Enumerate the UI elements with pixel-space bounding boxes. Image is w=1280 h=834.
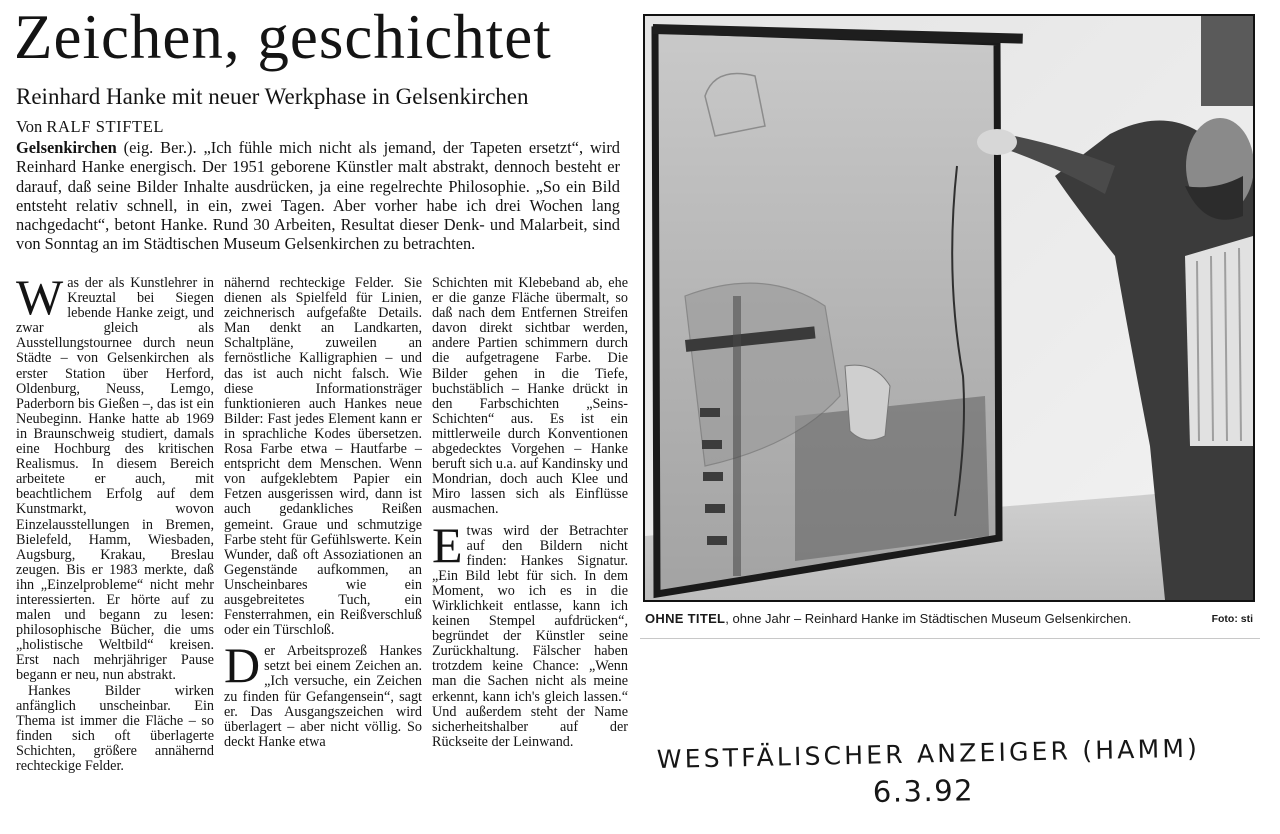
painting-stripe [733,296,741,576]
byline-prefix: Von [16,117,43,136]
byline [16,117,164,137]
painting-shape-3 [845,365,890,440]
text-column-3 [432,276,628,821]
drop-cap-e: E [432,516,463,573]
person-shirt [1185,236,1253,446]
photo-credit: Foto: sti [1211,613,1253,625]
text-column-2 [224,276,422,821]
column-2-paragraph-2 [224,637,422,750]
text-column-1 [16,276,214,821]
handwriting-svg [655,724,1255,824]
column-3-text-2: twas wird der Betrachter auf den Bildern nicht finden: Hankes Signatur. „Ein Bild lebt für sich. In dem Moment, wo ich es in die Wirklichkeit entlasse, kann ich keinen Stempel aufdrücken“, begründet der Künstler seine Zurückhaltung. Fälscher haben trotzdem keine Chance: „Wenn man die Sachen nicht als meine erkennt, kann ich's gleich lassen.“ Und außerdem steht der Name sicherheitshalber auf der Rückseite der Leinwand. [432,522,628,750]
person-hand [977,129,1017,155]
caption-title: OHNE TITEL [645,611,726,626]
photo-illustration [645,16,1253,600]
newspaper-article [12,0,628,834]
subheadline: Reinhard Hanke mit neuer Werkphase in Gelsenkirchen [16,84,529,109]
column-2-paragraph-1: nähernd rechteckige Felder. Sie dienen als Spielfeld für Linien, zeichnerisch aufgefaßte Details. Man denkt an Landkarten, Schaltpläne, zuweilen an fernöstliche Kalligraphien – und das ist auch nicht falsch. Wie diese Informationsträger funktionieren auch Hankes neue Bilder: Fast jedes Element kann er in sprachliche Kodes übersetzen. Rosa Farbe etwa – Hautfarbe – entspricht dem Menschen. Wenn von aufgeklebtem Papier ein Fetzen ausgerissen wird, dann ist auch gedankliches Reißen gemeint. Graue und schmutzige Farbe steht für Gefühlswerte. Kein Wunder, daß oft Assoziationen an Gegenstände aufkommen, an Unscheinbares wie ein ausgebreitetes Tuch, ein Fensterrahmen, ein Reißverschluß oder ein Türschloß. [224,276,422,639]
drop-cap-w: W [16,276,64,325]
lead-paragraph [16,138,620,254]
handwritten-date: 6.3.92 [872,773,975,809]
column-1-paragraph-1 [16,276,214,684]
photo-caption [645,611,1253,626]
column-2-text-2: er Arbeitsprozeß Hankes setzt bei einem Zeichen an. „Ich versuche, ein Zeichen zu finden für Gefangensein“, sagt er. Das Ausgangszeichen wird überlagert – aber nicht völlig. So deckt Hanke etwa [224,643,422,750]
wall-corner [1201,16,1253,106]
handwritten-annotation [655,724,1255,824]
dateline: Gelsenkirchen [16,138,117,157]
column-1-text-1: as der als Kunstlehrer in Kreuztal bei Siegen lebende Hanke zeigt, und zwar gleich als Ausstellungstournee durch neun Städte – von Gelsenkirchen als erster Station über Herford, Oldenburg, Neuss, Lemgo, Paderborn bis Gießen –, das ist ein Neubeginn. Hanke hatte ab 1969 in Braunschweig studiert, damals eine Hochburg des kritischen Realismus. In diesem Bereich arbeitete er auch, mit beachtlichem Erfolg auf dem Kunstmarkt, wovon Einzelausstellungen in Bremen, Bielefeld, Hamm, Wiesbaden, Augsburg, Krakau, Breslau zeugen. Bis er 1983 merkte, daß ihn „Einzelprobleme“ nicht mehr interessierten. Er hörte auf zu malen und begann zu lesen: philosophische Bücher, die ums „holistische Weltbild“ kreisen. Erst nach mehrjähriger Pause begann er neu, nun abstrakt. [16,276,214,684]
caption-text: , ohne Jahr – Reinhard Hanke im Städtischen Museum Gelsenkirchen. [725,611,1132,626]
handwritten-source: WESTFÄLISCHER ANZEIGER (HAMM) [656,733,1201,774]
byline-author: RALF STIFTEL [46,117,165,136]
drop-cap-d: D [224,637,261,694]
column-1-paragraph-2: Hankes Bilder wirken anfänglich unscheinbar. Ein Thema ist immer die Fläche – so finden sich oft überlagerte Schichten, größere annähernd rechteckige Felder. [16,682,214,774]
caption-divider [640,638,1260,639]
artwork-photo [643,14,1255,602]
lead-text: (eig. Ber.). „Ich fühle mich nicht als jemand, der Tapeten ersetzt“, wird Reinhard Hanke energisch. Der 1951 geborene Künstler malt abstrakt, dennoch besteht er darauf, daß seine Bilder Inhalte ausdrücken, ja eine regelrechte Philosophie. „So ein Bild entsteht relativ schnell, in ein, zwei Tagen. Aber vorher habe ich drei Wochen lang nachgedacht“, betont Hanke. Rund 30 Arbeiten, Resultat dieser Denk- und Malarbeit, sind von Sonntag an im Städtischen Museum Gelsenkirchen zu betrachten. [16,138,620,254]
headline: Zeichen, geschichtet [14,2,552,72]
column-3-paragraph-1: Schichten mit Klebeband ab, ehe er die ganze Fläche übermalt, so daß nach dem Entfernen Streifen davon direkt sichtbar werden, andere Partien schimmern durch die aufgetragene Farbe. Die Bilder gehen in die Tiefe, buchstäblich – Hanke drückt in den Farbschichten „Seins-Schichten“ aus. Es ist ein mittlerweile durch Konventionen abgedecktes Vorgehen – Hanke beruft sich u.a. auf Kandinsky und Mondrian, doch auch Klee und Miro lassen sich als Einflüsse ausmachen. [432,276,628,518]
column-3-paragraph-2 [432,516,628,750]
